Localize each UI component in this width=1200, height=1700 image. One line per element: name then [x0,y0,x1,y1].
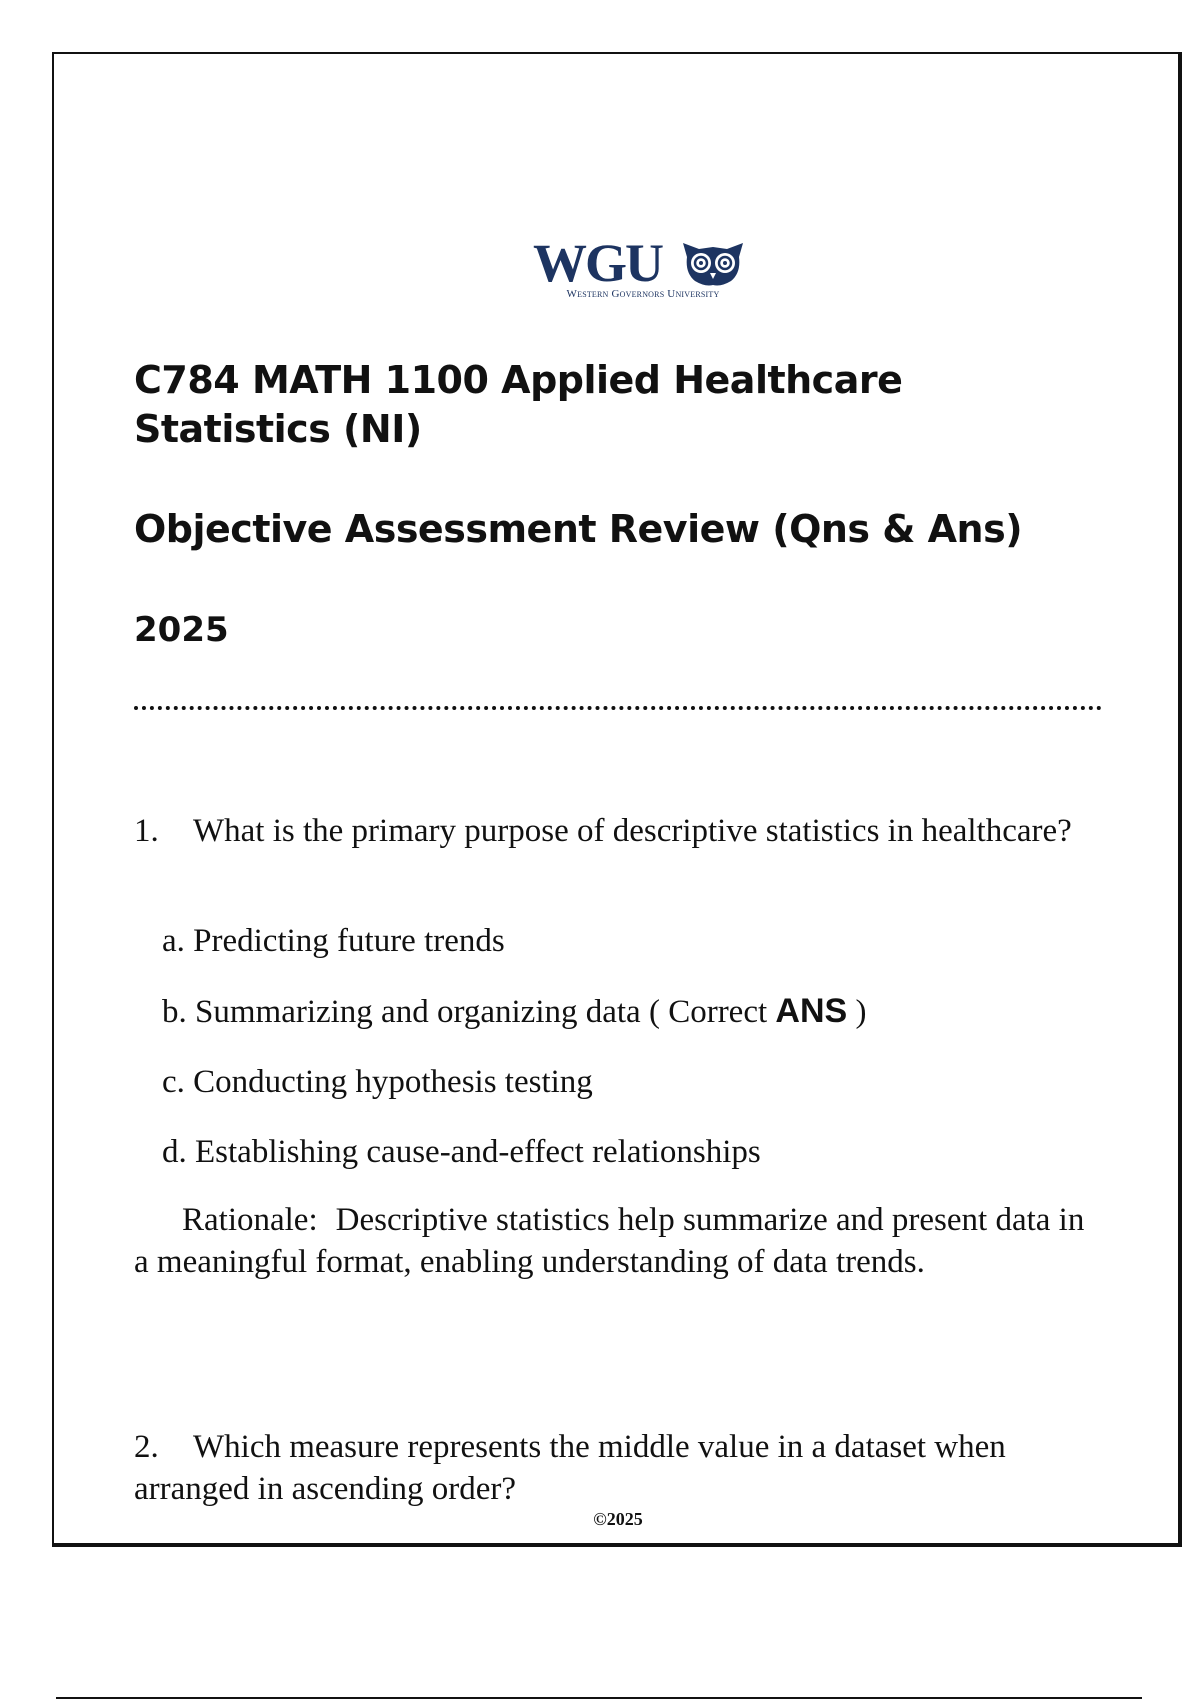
document-subtitle: Objective Assessment Review (Qns & Ans) [134,507,1023,551]
question-text: Which measure represents the middle value in a dataset when arranged in ascending order? [134,1429,1006,1507]
ans-label: ANS [775,992,848,1030]
question-text: What is the primary purpose of descriptive statistics in healthcare? [193,813,1072,849]
option-c: c. Conducting hypothesis testing [162,1064,593,1100]
question-number: 2. [134,1429,159,1465]
correct-marker: Correct [668,994,768,1030]
question-2 [134,1426,1094,1510]
option-b [162,990,866,1033]
logo-wordmark: WGU [533,233,662,293]
option-d: d. Establishing cause-and-effect relationships [162,1134,761,1170]
wgu-logo [533,233,745,304]
correct-marker-close: ) [855,994,867,1030]
option-b-text: b. Summarizing and organizing data ( [162,994,660,1030]
rationale-text: Descriptive statistics help summarize and present data in a meaningful format, enabling understanding of data trends. [134,1202,1085,1280]
question-number: 1. [134,813,159,849]
dotted-divider [134,706,1102,710]
document-title: C784 MATH 1100 Applied Healthcare Statistics (NI) [134,358,903,451]
logo-subtitle: Western Governors University [566,288,720,300]
rationale-label: Rationale: [182,1202,318,1238]
bottom-rule [56,1697,1142,1699]
document-year: 2025 [134,610,229,650]
question-1 [134,810,1094,852]
rationale [134,1199,1094,1283]
answer-options [162,920,866,1201]
option-a: a. Predicting future trends [162,923,505,959]
owl-icon [681,239,745,287]
copyright-footer: ©2025 [593,1509,643,1529]
